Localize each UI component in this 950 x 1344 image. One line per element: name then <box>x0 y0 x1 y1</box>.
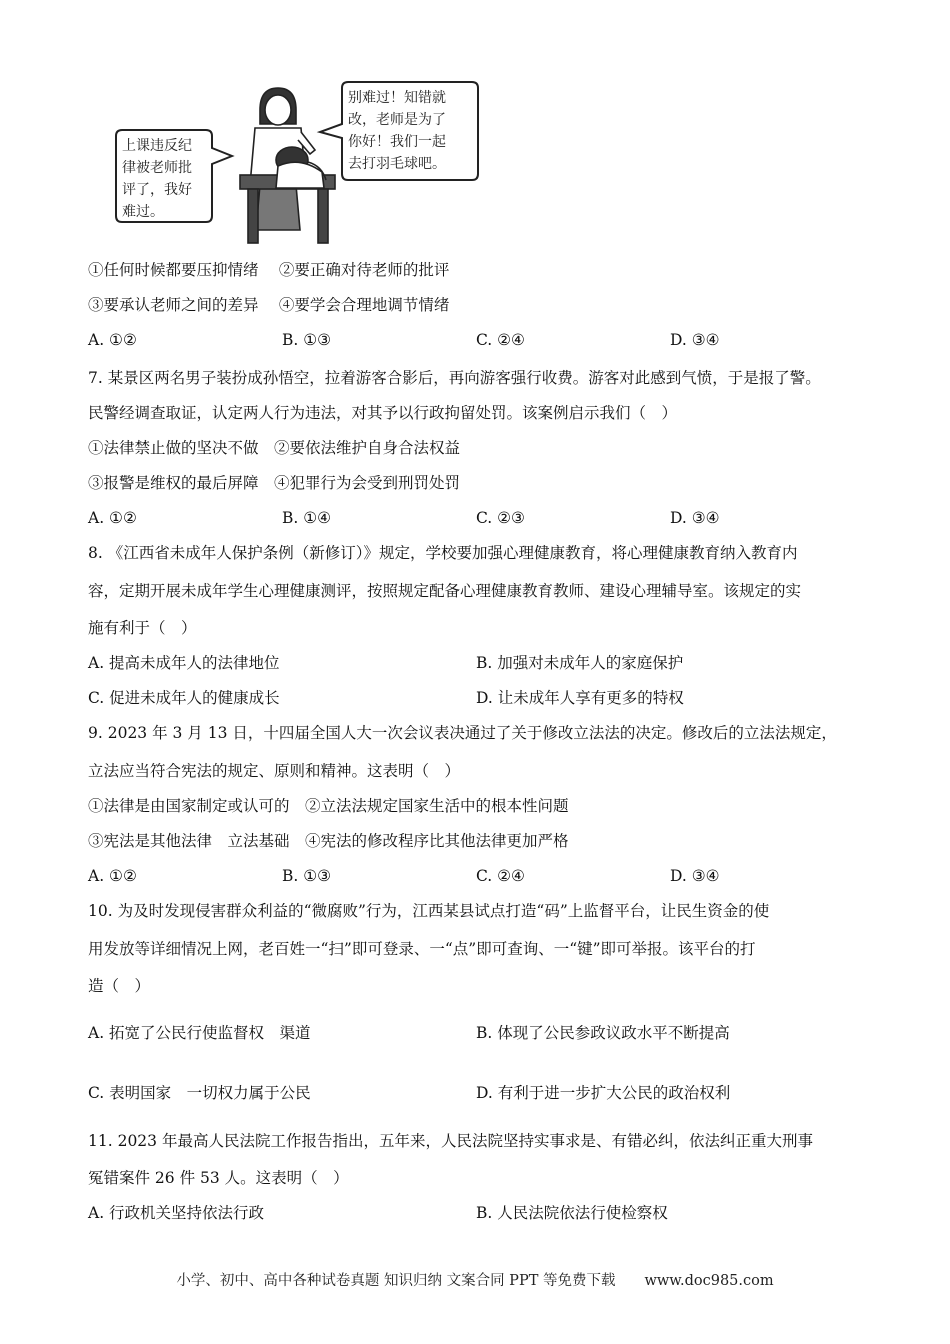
right-bubble-line-1: 别难过！知错就 <box>348 90 446 106</box>
q7-option-a[interactable]: A. ①② <box>88 509 137 527</box>
right-bubble-line-3: 你好！我们一起 <box>348 134 446 150</box>
q6-option-a[interactable]: A. ①② <box>88 331 137 349</box>
boy-figure <box>276 147 326 188</box>
q10-option-d[interactable]: D. 有利于进一步扩大公民的政治权利 <box>476 1084 731 1102</box>
q8-option-b[interactable]: B. 加强对未成年人的家庭保护 <box>476 654 684 672</box>
q10-stem-line-3: 造（ ） <box>88 977 151 995</box>
right-bubble-line-2: 改，老师是为了 <box>348 112 446 128</box>
q9-option-a[interactable]: A. ①② <box>88 867 137 885</box>
q9-option-b[interactable]: B. ①③ <box>282 867 332 885</box>
q10-option-c[interactable]: C. 表明国家 一切权力属于公民 <box>88 1084 311 1102</box>
q8-option-a[interactable]: A. 提高未成年人的法律地位 <box>88 654 280 672</box>
q9-statement-2: ③宪法是其他法律 立法基础 ④宪法的修改程序比其他法律更加严格 <box>88 832 569 850</box>
right-bubble-line-4: 去打羽毛球吧。 <box>348 156 446 172</box>
cartoon-illustration <box>110 80 482 245</box>
q8-option-c[interactable]: C. 促进未成年人的健康成长 <box>88 689 280 707</box>
q11-stem-line-2: 冤错案件 26 件 53 人。这表明（ ） <box>88 1169 349 1187</box>
q8-stem-line-2: 容，定期开展未成年学生心理健康测评，按照规定配备心理健康教育教师、建设心理辅导室。该规定的实 <box>88 582 802 600</box>
q11-option-b[interactable]: B. 人民法院依法行使检察权 <box>476 1204 668 1222</box>
q9-option-c[interactable]: C. ②④ <box>476 867 525 885</box>
q8-stem-line-1: 8. 《江西省未成年人保护条例（新修订）》规定，学校要加强心理健康教育，将心理健康教育纳入教育内 <box>88 544 798 562</box>
q6-option-d[interactable]: D. ③④ <box>670 331 720 349</box>
q9-stem-line-1: 9. 2023 年 3 月 13 日，十四届全国人大一次会议表决通过了关于修改立法法的决定。修改后的立法法规定， <box>88 724 837 742</box>
q10-option-a[interactable]: A. 拓宽了公民行使监督权 渠道 <box>88 1024 311 1042</box>
q7-stem-line-2: 民警经调查取证，认定两人行为违法，对其予以行政拘留处罚。该案例启示我们（ ） <box>88 404 678 422</box>
q9-stem-line-2: 立法应当符合宪法的规定、原则和精神。这表明（ ） <box>88 762 461 780</box>
q11-stem-line-1: 11. 2023 年最高人民法院工作报告指出，五年来，人民法院坚持实事求是、有错必纠，依法纠正重大刑事 <box>88 1132 813 1150</box>
q9-statement-1: ①法律是由国家制定或认可的 ②立法法规定国家生活中的根本性问题 <box>88 797 569 815</box>
q7-option-c[interactable]: C. ②③ <box>476 509 525 527</box>
q7-statement-2: ③报警是维权的最后屏障 ④犯罪行为会受到刑罚处罚 <box>88 474 461 492</box>
left-bubble-line-2: 律被老师批 <box>122 160 192 176</box>
left-bubble-line-3: 评了，我好 <box>122 182 192 198</box>
q6-option-c[interactable]: C. ②④ <box>476 331 525 349</box>
q7-option-d[interactable]: D. ③④ <box>670 509 720 527</box>
left-bubble-line-4: 难过。 <box>122 204 164 220</box>
q7-stem-line-1: 7. 某景区两名男子装扮成孙悟空，拉着游客合影后，再向游客强行收费。游客对此感到气愤，于是报了警。 <box>88 369 821 387</box>
q10-stem-line-1: 10. 为及时发现侵害群众利益的“微腐败”行为，江西某县试点打造“码”上监督平台，让民生资金的使 <box>88 902 770 920</box>
q6-option-b[interactable]: B. ①③ <box>282 331 332 349</box>
q7-statement-1: ①法律禁止做的坚决不做 ②要依法维护自身合法权益 <box>88 439 461 457</box>
q8-stem-line-3: 施有利于（ ） <box>88 619 197 637</box>
q6-statement-2: ③要承认老师之间的差异 ④要学会合理地调节情绪 <box>88 296 450 314</box>
q11-option-a[interactable]: A. 行政机关坚持依法行政 <box>88 1204 265 1222</box>
page-footer: 小学、初中、高中各种试卷真题 知识归纳 文案合同 PPT 等免费下载 www.doc985.com <box>176 1273 774 1289</box>
q10-option-b[interactable]: B. 体现了公民参政议政水平不断提高 <box>476 1024 730 1042</box>
q10-stem-line-2: 用发放等详细情况上网，老百姓一“扫”即可登录、一“点”即可查询、一“键”即可举报。该平台的打 <box>88 940 756 958</box>
q7-option-b[interactable]: B. ①④ <box>282 509 332 527</box>
q6-statement-1: ①任何时候都要压抑情绪 ②要正确对待老师的批评 <box>88 261 450 279</box>
q9-option-d[interactable]: D. ③④ <box>670 867 720 885</box>
q8-option-d[interactable]: D. 让未成年人享有更多的特权 <box>476 689 684 707</box>
left-bubble-line-1: 上课违反纪 <box>122 138 192 154</box>
